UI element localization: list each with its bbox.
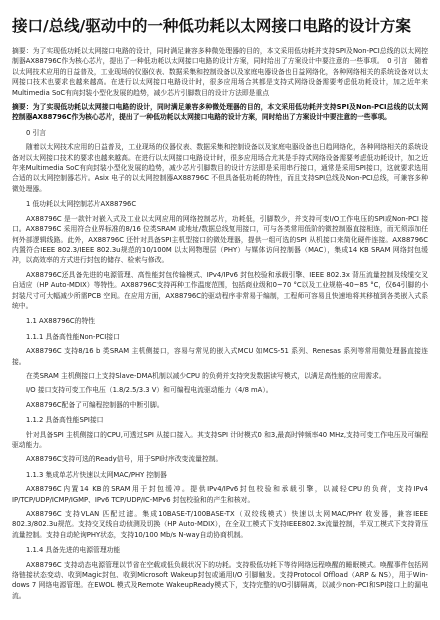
section-1-1-1-paragraph-2: 在类SRAM 主机侧接口上支持Slave-DMA机制以减少CPU 的负荷并支持突发数据读写模式，以满足高性能的应用需求。 [26, 371, 386, 380]
section-1-1-1-paragraph-3: I/O 接口支持可变工作电压（1.8/2.5/3.3 V）和可编程电流驱动能力（4/8 mA）。 [26, 386, 273, 395]
section-1-1-1-paragraph-1: AX88796C 支持8/16 b 类SRAM 主机侧接口，容易与常见的嵌入式MCU 如MCS-51 系列、Renesas 系列等常用微处理器直接连接。 [12, 347, 428, 366]
abstract-cn: 摘要：为了实现低功耗以太网接口电路的设计，同时满足兼容多种微处理器的目的，本文采用低功耗并支持SPI及Non-PCI总线的以太网控制器AX88796C作为核心芯片，提出了一种低功耗以太网接口电路的设计方案，同时给出了方案设计中要注意的一些事项。 0 引言 随着以太网技术应用的日益普及，工业现场的仪器仪表、数据采集和控制设备以及家庭电器设备也日益网络化，各种网络相关的系统设备对以太网接口技术也要求也越来越高。在进行以太网接口电路设计时，很多应用场合其都是支持式网络设备需要考虑低功耗设计，加之近年来Multimedia SoC有向封装小型化发展的趋势，减少芯片引脚数目的设计方法即是重点 [12, 47, 428, 97]
intro-paragraph: 随着以太网技术应用的日益普及，工业现场的仪器仪表、数据采集和控制设备以及家庭电器设备也日趋网络化，各种网络相关的系统设备对以太网接口技术的要求也越来越高。在进行以太网接口电路设计时，很多应用场合尤其是手持式网络设备需要考虑低功耗设计，加之近年来Multimedia SoC有向封装小型化发展的趋势，减少芯片引脚数目的设计方法即是采用串行接口，通常是采用SPI接口，这就要求选用合适的以太网控制器芯片。Asix 电子的以太网控制器AX88796C 不但具备低功耗的特性，而且支持SPI总线及Non-PCI总线，可兼容多种微处理器。 [12, 143, 428, 193]
page-title: 接口/总线/驱动中的一种低功耗以太网接口电路的设计方案 [12, 17, 411, 35]
section-1-1-4-paragraph-1: AX88796C 支持动态电源管理以节省在空载或低负载状况下的功耗。支持极低功耗下等待网络远程唤醒的睡眠模式。唤醒事件包括网络链接状态变动、收到Magic封包、收到Microsoft Wakeup封包或通用I/O 引脚触发。支持Protocol Offload（ARP & NS），用于Win-dows 7 网络电源管理。在EWOL 模式及Remote WakeupReady模式下，支持完整的I/O引脚隔离，以减少non-PCI和SPI接口上的漏电流。 [12, 560, 428, 600]
section-1-1-3-paragraph-1: AX88796C内置14 KB的SRAM用于封包缓冲。提供IPv4/IPv6封包校验和承载引擎，以减轻CPU的负荷，支持IPv4 IP/TCP/UDP/ICMP/IGMP、IPv6 TCP/UDP/IC-MPv6 封包校验和的产生和核对。 [12, 485, 428, 504]
section-1-1-3-heading: 1.1.3 集成单芯片快速以太网MAC/PHY 控制器 [26, 470, 167, 479]
section-1-paragraph-1: AX88796C 是一款针对嵌入式及工业以太网应用的网络控制芯片，功耗低，引脚数少，并支持可变I/O工作电压的SPI或Non-PCI 接口。AX88796C 采用符合业界标准的8/16 位类SRAM 或地址/数据总线复用接口，可与各类常用低阶的微控制器直接相连，而无须添加任何外部逻辑线路。此外，AX88796C 还针对具备SPI主机型接口的微处理器，提供一组可选的SPI 从机接口来简化硬件连接。AX88796C 内置符合IEEE 802.3/IEEE 802.3u规范的10/100M 以太网物理层（PHY）与媒体访问控制器（MAC），集成14 KB SRAM 网络封包缓冲，以高效率的方式进行封包的储存、检索与修改。 [12, 214, 428, 265]
section-1-1-4-heading: 1.1.4 具备先进的电源管理功能 [26, 546, 121, 555]
section-1-1-2-heading: 1.1.2 具备高性能SPI接口 [26, 416, 104, 425]
section-1-1-2-paragraph-1: 针对具备SPI 主机侧接口的CPU,可透过SPI 从接口接入。其支持SPI 计时模式0 和3,最高时钟频率40 MHz,支持可变工作电压及可编程驱动能力。 [12, 430, 428, 449]
intro-heading: 0 引言 [26, 128, 47, 137]
section-1-1-1-heading: 1.1.1 具备高性能Non-PCI接口 [26, 332, 120, 341]
section-1-1-1-paragraph-4: AX88796C配备了可编程控制器的中断引脚。 [26, 400, 164, 409]
section-1-1-2-paragraph-2: AX88796C支持可选的Ready信号，用于SPI时序改变流量控制。 [26, 455, 223, 464]
section-1-1-3-paragraph-2: AX88796C 支持VLAN 匹配过滤。集成10BASE-T/100BASE-TX（双绞线模式）快速以太网MAC/PHY 收发器，兼容IEEE 802.3/802.3u规范。支持交叉线自动侦测及切换（HP Auto-MDIX），在全双工模式下支持IEEE802.3x流量控制，半双工模式下支持背压流量控制。支持自动轮询PHY状态，支持10/100 Mb/s N-way自动协商机制。 [12, 510, 428, 539]
abstract-bold: 摘要：为了实现低功耗以太网接口电路的设计，同时满足兼容多种微处理器的目的，本文采用低功耗并支持SPI及Non-PCI总线的以太网控制器AX88796C作为核心芯片，提出了一种低功耗以太网接口电路的设计方案，同时给出了方案设计中要注意的一些事项。 [12, 103, 428, 122]
section-1-heading: 1 低功耗以太网控制芯片AX88796C [26, 200, 137, 209]
section-1-1-heading: 1.1 AX88796C的特性 [26, 317, 96, 326]
section-1-paragraph-2: AX88796C还具备先进的电源管理、高性能封包传输模式、IPv4/IPv6 封包校验和承载引擎、IEEE 802.3x 背压流量控制及线缆交叉自适应（HP Auto-MDIX）等特性。AX88796C支持再种工作温度范围，包括商业级和0~70 °C以及工业规格-40~85 °C，仅64引脚的小封装尺寸可大幅减少所需PCB 空间。在应用方面，AX88796C的驱动程序非常易于编制，工程师可容易且快速地将其移植到各类嵌入式系统中。 [12, 270, 428, 310]
